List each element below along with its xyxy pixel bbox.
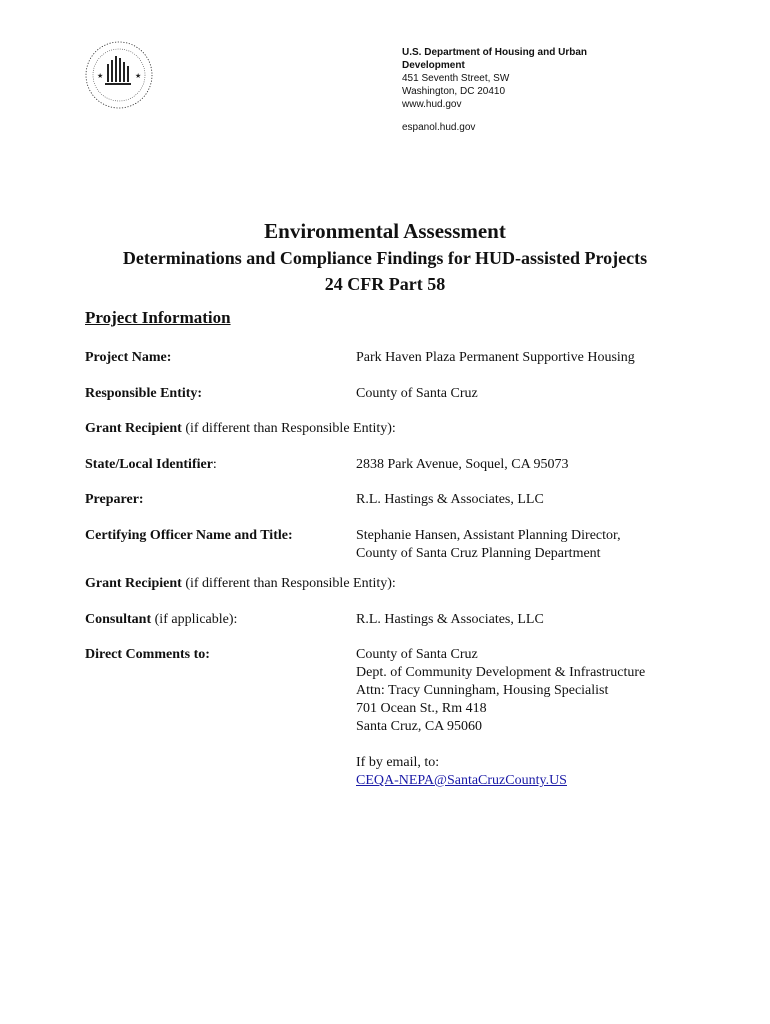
agency-address-line1: 451 Seventh Street, SW (402, 73, 510, 84)
field-value: 2838 Park Avenue, Soquel, CA 95073 (356, 457, 569, 472)
document-title: Environmental Assessment (264, 219, 506, 243)
address-line: Attn: Tracy Cunningham, Housing Specialist (356, 683, 609, 698)
agency-address-line2: Washington, DC 20410 (402, 86, 506, 97)
field-value-line1: Stephanie Hansen, Assistant Planning Director, (356, 528, 621, 543)
field-value: County of Santa Cruz (356, 386, 478, 401)
address-line: Dept. of Community Development & Infrastructure (356, 665, 646, 680)
field-value: Park Haven Plaza Permanent Supportive Housing (356, 350, 635, 365)
section-heading-project-information: Project Information (85, 308, 231, 327)
email-intro: If by email, to: (356, 755, 440, 770)
field-label: Grant Recipient (85, 421, 182, 436)
address-line: 701 Ocean St., Rm 418 (356, 701, 487, 716)
field-value: R.L. Hastings & Associates, LLC (356, 612, 544, 627)
svg-text:★: ★ (97, 72, 104, 80)
document-regulation: 24 CFR Part 58 (324, 274, 446, 294)
field-colon: : (212, 457, 217, 472)
field-note: (if applicable): (151, 612, 238, 627)
field-value: R.L. Hastings & Associates, LLC (356, 492, 544, 507)
field-label: Certifying Officer Name and Title: (85, 528, 293, 543)
agency-website[interactable]: www.hud.gov (402, 99, 462, 110)
document-title-block (0, 218, 770, 297)
agency-name: U.S. Department of Housing and Urban Development (402, 47, 588, 71)
address-line: County of Santa Cruz (356, 647, 478, 662)
field-label: Direct Comments to: (85, 647, 210, 662)
svg-text:★: ★ (135, 72, 142, 80)
field-label: Consultant (85, 612, 152, 627)
field-note: (if different than Responsible Entity): (181, 576, 396, 591)
document-subtitle: Determinations and Compliance Findings for HUD-assisted Projects (122, 248, 648, 268)
agency-address-block (402, 46, 632, 134)
field-label: Responsible Entity: (85, 386, 203, 401)
field-value-line2: County of Santa Cruz Planning Department (356, 546, 601, 561)
email-link[interactable]: CEQA-NEPA@SantaCruzCounty.US (356, 773, 567, 788)
agency-spanish-site[interactable]: espanol.hud.gov (402, 122, 476, 133)
field-label: Grant Recipient (85, 576, 182, 591)
field-label: State/Local Identifier (85, 457, 213, 472)
field-label: Preparer: (85, 492, 144, 507)
field-note: (if different than Responsible Entity): (181, 421, 396, 436)
field-label: Project Name: (85, 350, 172, 365)
hud-seal-logo (84, 40, 154, 110)
address-line: Santa Cruz, CA 95060 (356, 719, 482, 734)
